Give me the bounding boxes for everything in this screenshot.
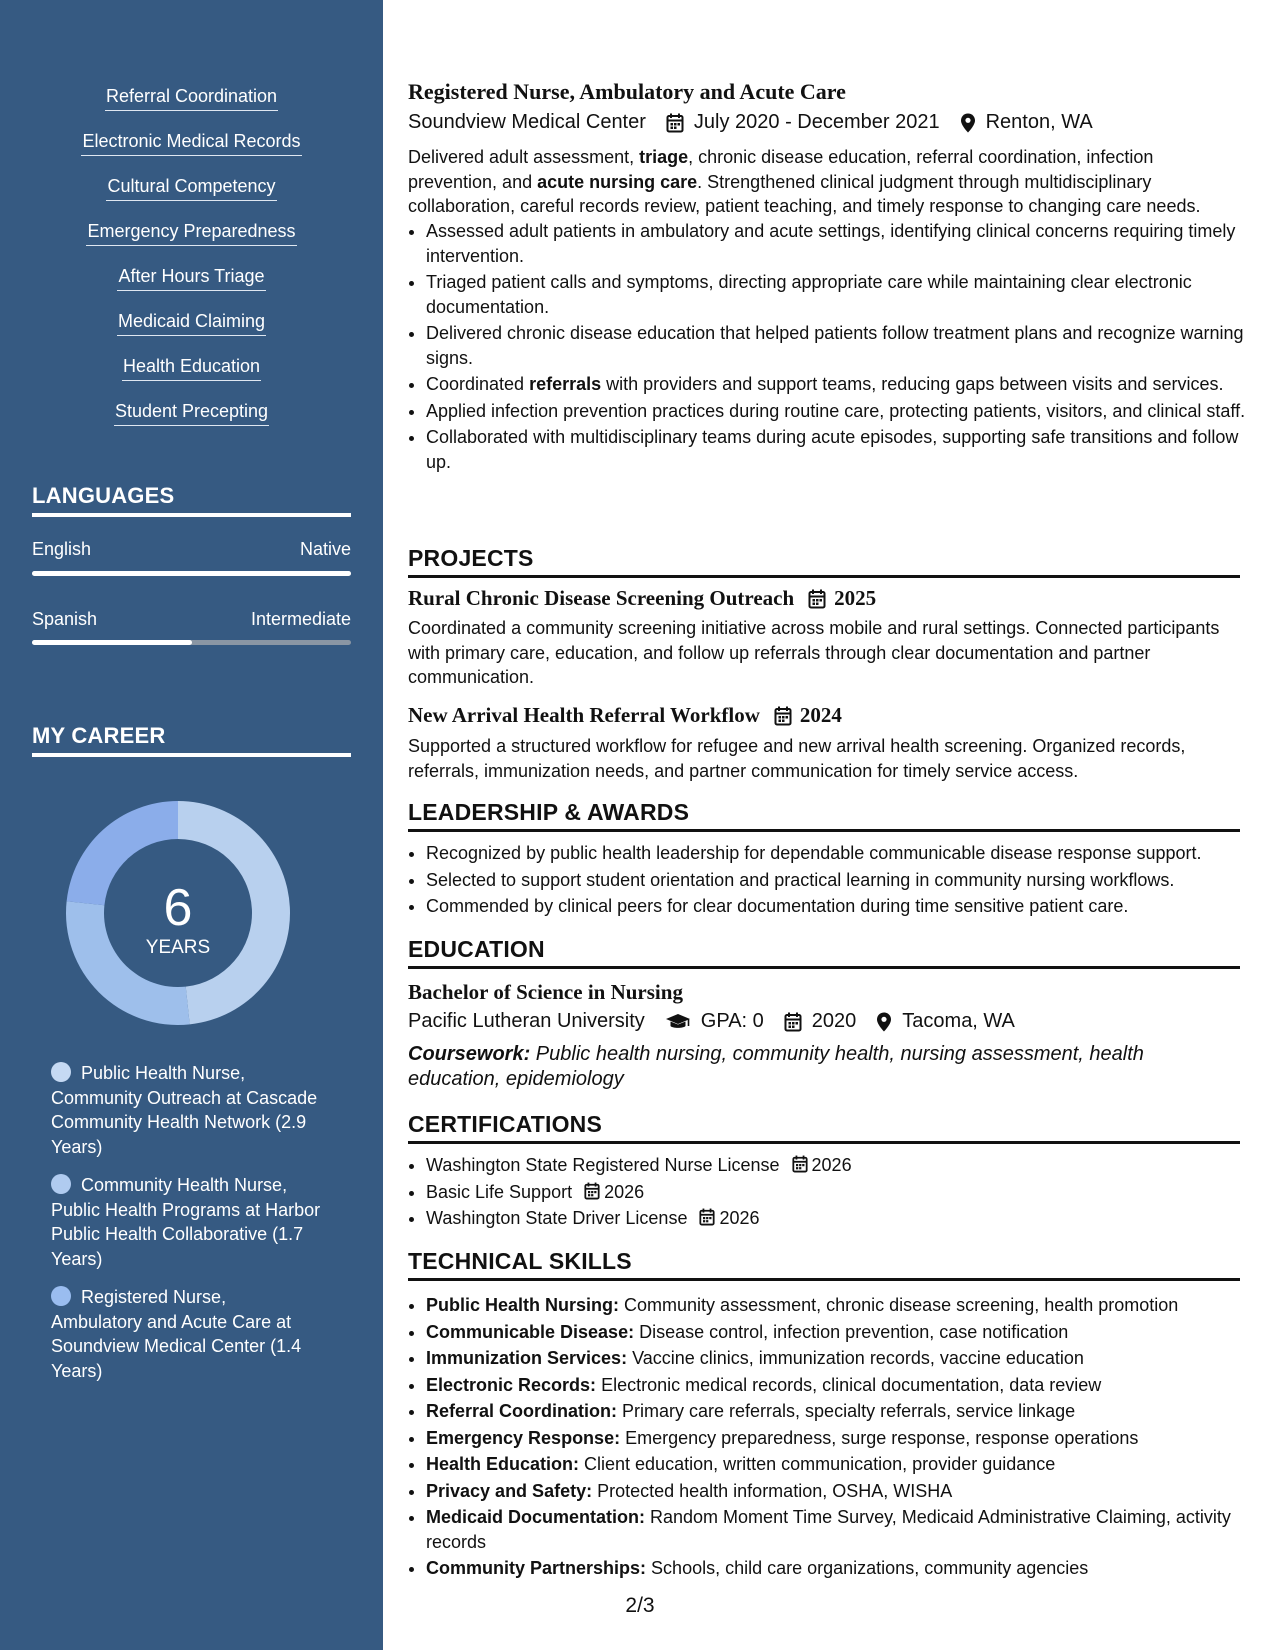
project-description: Supported a structured workflow for refugee and new arrival health screening. Organized records, referrals, immunization needs, and partner communication for timely service access. xyxy=(408,736,1186,781)
job-summary: Delivered adult assessment, triage, chronic disease education, referral coordination, infection prevention, and acute nursing care. Strengthened clinical judgment through multidisciplinary collaboration, careful records review, patient teaching, and timely response to changing care needs. xyxy=(408,147,1201,216)
skill-tag: After Hours Triage xyxy=(0,266,383,291)
projects-heading: PROJECTS xyxy=(408,545,1240,578)
employer: Soundview Medical Center xyxy=(408,111,646,133)
language-proficiency-fill xyxy=(32,571,351,576)
list-item: • Triaged patient calls and symptoms, directing appropriate care while maintaining clear electronic documentation. xyxy=(426,270,1256,319)
language-row xyxy=(32,539,351,560)
list-item: • Commended by clinical peers for clear documentation during time sensitive patient care. xyxy=(426,894,1256,919)
calendar-icon xyxy=(784,1012,802,1032)
graduation-cap-icon xyxy=(665,1013,691,1031)
project-title: Rural Chronic Disease Screening Outreach 2025 xyxy=(408,586,877,610)
degree-title: Bachelor of Science in Nursing xyxy=(408,980,683,1004)
leadership-heading: LEADERSHIP & AWARDS xyxy=(408,799,1240,832)
graduation-year: 2020 xyxy=(811,1010,857,1032)
list-item: • Assessed adult patients in ambulatory and acute settings, identifying clinical concerns requiring timely intervention. xyxy=(426,219,1256,268)
calendar-icon xyxy=(774,706,792,726)
coursework: Coursework: Public health nursing, community health, nursing assessment, health education, epidemiology xyxy=(408,1043,1144,1090)
skill-tag: Health Education xyxy=(0,356,383,381)
list-item: • Delivered chronic disease education that helped patients follow treatment plans and recognize warning signs. xyxy=(426,321,1256,370)
list-item: • Privacy and Safety: Protected health information, OSHA, WISHA xyxy=(426,1479,1246,1504)
list-item: • Washington State Registered Nurse License 2026 xyxy=(426,1153,1256,1178)
school-name: Pacific Lutheran University xyxy=(408,1010,645,1032)
career-legend-item: Community Health Nurse, Public Health Programs at Harbor Public Health Collaborative (1.7 Years) xyxy=(51,1175,321,1269)
list-item: • Selected to support student orientation and practical learning in community nursing workflows. xyxy=(426,868,1256,893)
job-dates: July 2020 - December 2021 xyxy=(693,111,940,133)
language-name: English xyxy=(32,539,92,559)
career-donut-segment xyxy=(178,801,290,1024)
school-location: Tacoma, WA xyxy=(902,1010,1015,1032)
job-bullets xyxy=(408,219,1256,476)
sidebar xyxy=(0,0,383,1650)
location-pin-icon xyxy=(876,1012,892,1032)
list-item: • Emergency Response: Emergency preparedness, surge response, response operations xyxy=(426,1426,1246,1451)
language-name: Spanish xyxy=(32,609,98,629)
location-pin-icon xyxy=(960,113,976,133)
career-donut-segment xyxy=(67,801,178,905)
gpa: GPA: 0 xyxy=(700,1010,764,1032)
career-heading: MY CAREER xyxy=(32,723,351,757)
project-year: 2024 xyxy=(799,703,842,727)
career-unit-label: YEARS xyxy=(145,937,211,958)
list-item: • Coordinated referrals with providers and support teams, reducing gaps between visits and services. xyxy=(426,372,1256,397)
career-legend-item: Public Health Nurse, Community Outreach at Cascade Community Health Network (2.9 Years) xyxy=(51,1063,318,1157)
skill-tag: Emergency Preparedness xyxy=(0,221,383,246)
skill-tag: Electronic Medical Records xyxy=(0,131,383,156)
list-item: • Basic Life Support 2026 xyxy=(426,1180,1256,1205)
language-level: Intermediate xyxy=(250,609,351,629)
list-item: • Public Health Nursing: Community assessment, chronic disease screening, health promotion xyxy=(426,1293,1246,1318)
calendar-icon xyxy=(808,589,826,609)
career-legend-item: Registered Nurse, Ambulatory and Acute Care at Soundview Medical Center (1.4 Years) xyxy=(51,1287,302,1381)
technical-skills-list xyxy=(408,1293,1246,1583)
certifications-list xyxy=(408,1153,1256,1233)
list-item: • Collaborated with multidisciplinary teams during acute episodes, supporting safe transitions and follow up. xyxy=(426,425,1256,474)
project-year: 2025 xyxy=(834,586,877,610)
skill-tag: Referral Coordination xyxy=(0,86,383,111)
career-total-years: 6 xyxy=(163,879,193,937)
languages-heading: LANGUAGES xyxy=(32,483,351,517)
list-item: • Communicable Disease: Disease control, infection prevention, case notification xyxy=(426,1320,1246,1345)
list-item: • Health Education: Client education, written communication, provider guidance xyxy=(426,1452,1246,1477)
leadership-list xyxy=(408,841,1256,921)
skill-tag: Medicaid Claiming xyxy=(0,311,383,336)
list-item: • Applied infection prevention practices during routine care, protecting patients, visitors, and clinical staff. xyxy=(426,399,1256,424)
language-row xyxy=(32,609,351,630)
job-title: Registered Nurse, Ambulatory and Acute Care xyxy=(408,79,846,104)
calendar-icon xyxy=(792,1155,808,1173)
page-number: 2/3 xyxy=(625,1594,655,1617)
technical-skills-heading: TECHNICAL SKILLS xyxy=(408,1248,1240,1281)
language-proficiency-bar xyxy=(32,640,351,645)
legend-dot-icon xyxy=(51,1062,71,1082)
calendar-icon xyxy=(666,113,684,133)
project-description: Coordinated a community screening initiative across mobile and rural settings. Connected participants with primary care, education, and follow up referrals through clear documentation and partner communication. xyxy=(408,618,1220,687)
language-level: Native xyxy=(299,539,351,559)
skill-tag: Student Precepting xyxy=(0,401,383,426)
legend-dot-icon xyxy=(51,1286,71,1306)
calendar-icon xyxy=(699,1208,715,1226)
list-item: • Community Partnerships: Schools, child care organizations, community agencies xyxy=(426,1556,1246,1581)
education-heading: EDUCATION xyxy=(408,936,1240,969)
list-item: • Recognized by public health leadership for dependable communicable disease response support. xyxy=(426,841,1256,866)
education-meta xyxy=(408,1010,1015,1033)
project-title: New Arrival Health Referral Workflow 2024 xyxy=(408,703,842,727)
career-donut-chart xyxy=(65,800,291,1026)
legend-dot-icon xyxy=(51,1174,71,1194)
list-item: • Referral Coordination: Primary care referrals, specialty referrals, service linkage xyxy=(426,1399,1246,1424)
list-item: • Washington State Driver License 2026 xyxy=(426,1206,1256,1231)
list-item: • Immunization Services: Vaccine clinics, immunization records, vaccine education xyxy=(426,1346,1246,1371)
skill-tag: Cultural Competency xyxy=(0,176,383,201)
language-proficiency-bar xyxy=(32,571,351,576)
language-proficiency-fill xyxy=(32,640,192,645)
job-location: Renton, WA xyxy=(985,111,1093,133)
certifications-heading: CERTIFICATIONS xyxy=(408,1111,1240,1144)
list-item: • Electronic Records: Electronic medical records, clinical documentation, data review xyxy=(426,1373,1246,1398)
calendar-icon xyxy=(584,1182,600,1200)
job-meta xyxy=(408,111,1093,134)
list-item: • Medicaid Documentation: Random Moment Time Survey, Medicaid Administrative Claiming, activity records xyxy=(426,1505,1246,1554)
